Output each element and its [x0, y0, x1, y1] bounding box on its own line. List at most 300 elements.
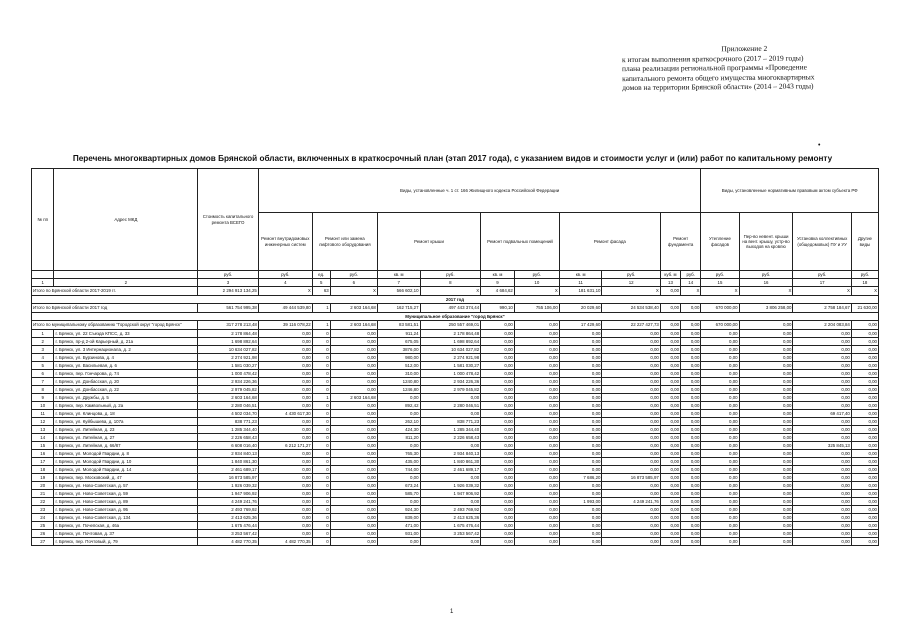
table-cell: 0,00 [559, 458, 602, 466]
table-cell: 1 675 476,44 [420, 522, 481, 530]
table-cell: 0,00 [330, 362, 377, 370]
table-row [32, 530, 879, 538]
table-cell: 0,00 [851, 386, 878, 394]
table-cell: г. Брянск, ул. Молодой Гвардии, д. 8 [54, 450, 198, 458]
table-cell: 0,00 [514, 386, 559, 394]
table-cell: 27 [32, 538, 54, 546]
unit-cell: руб. [420, 271, 481, 279]
header-warming: Утепление фасадов [701, 213, 739, 271]
table-cell: 0,00 [514, 338, 559, 346]
table-cell: 0,00 [681, 346, 701, 354]
table-cell: 2 603 164,68 [330, 321, 377, 330]
table-row [32, 386, 879, 394]
table-cell: 0,00 [851, 370, 878, 378]
table-cell: 0,00 [514, 514, 559, 522]
table-cell: 39 116 078,22 [258, 321, 312, 330]
table-cell: г. Брянск, ул. Куйбышева, д. 107а [54, 418, 198, 426]
table-cell: г. Брянск, ул. Ново-Советская, д. 59 [54, 490, 198, 498]
table-cell: 931,00 [377, 530, 420, 538]
table-cell: 2 934 226,36 [198, 378, 259, 386]
table-cell: 765,30 [377, 450, 420, 458]
table-cell: 0,00 [330, 530, 377, 538]
table-cell: 310,00 [377, 370, 420, 378]
table-cell: 0,00 [851, 442, 878, 450]
table-cell: г. Брянск, ул. Донбасская, д. 22 [54, 386, 198, 394]
appendix-line: домов на территории Брянской области» (2014 – 2043 годы) [622, 81, 814, 93]
table-cell: 0,00 [701, 434, 739, 442]
table-cell: 0,00 [739, 321, 793, 330]
table-cell: 5 [32, 362, 54, 370]
table-cell: 0,00 [851, 410, 878, 418]
table-cell: X [851, 287, 878, 296]
table-cell: 0,00 [681, 538, 701, 546]
table-cell: 0,00 [701, 474, 739, 482]
section-row-municipality [32, 313, 879, 321]
table-cell: 0,00 [681, 378, 701, 386]
header-roof: Ремонт крыши [377, 213, 480, 271]
table-cell: 0,00 [514, 450, 559, 458]
unit-cell: руб. [330, 271, 377, 279]
table-cell: 0,00 [602, 410, 660, 418]
table-cell: 0,00 [701, 354, 739, 362]
table-cell: 0,00 [258, 418, 312, 426]
table-cell: 0,00 [481, 474, 515, 482]
table-cell: 0,00 [559, 362, 602, 370]
table-cell: 0,00 [330, 370, 377, 378]
table-cell: 1 581 030,27 [420, 362, 481, 370]
table-cell: 0,00 [258, 394, 312, 402]
header-lift: Ремонт или замена лифтового оборудования [312, 213, 377, 271]
table-cell: 1240,80 [377, 378, 420, 386]
table-cell: 0,00 [660, 304, 680, 313]
table-cell: 4 684,62 [481, 287, 515, 296]
table-cell: 0 [312, 378, 330, 386]
table-cell: 566 602,10 [377, 287, 420, 296]
table-cell: 0,00 [514, 410, 559, 418]
table-cell: 0,00 [739, 386, 793, 394]
table-cell: 23 [32, 506, 54, 514]
table-row [32, 418, 879, 426]
table-cell: 0,00 [793, 530, 851, 538]
table-cell: г. Брянск, ул. Ново-Советская, д. 89 [54, 498, 198, 506]
table-row [32, 370, 879, 378]
table-cell: 675,05 [377, 338, 420, 346]
table-cell: г. Брянск, ул. Молодой Гвардии, д. 10 [54, 458, 198, 466]
table-cell: 0,00 [377, 474, 420, 482]
table-cell: 0,00 [258, 466, 312, 474]
table-cell: 0,00 [514, 354, 559, 362]
table-cell: 0 [312, 522, 330, 530]
table-cell: 0,00 [701, 450, 739, 458]
table-cell: 0,00 [793, 346, 851, 354]
header-cost: Стоимость капитального ремонта ВСЕГО [198, 169, 259, 271]
table-cell: 2 274 921,98 [198, 354, 259, 362]
table-cell: г. Брянск, ул. Ново-Советская, д. 57 [54, 482, 198, 490]
table-cell: 2 178 864,48 [420, 330, 481, 338]
table-cell: 0,00 [514, 321, 559, 330]
table-cell: 0,00 [681, 370, 701, 378]
table-cell: 2 226 658,43 [420, 434, 481, 442]
table-cell: г. Брянск, пер. Почтовый, д. 79 [54, 538, 198, 546]
table-cell: 0,00 [660, 442, 680, 450]
table-cell: г. Брянск, ул. 22 Съезда КПСС, д. 33 [54, 330, 198, 338]
table-cell: 0,00 [481, 354, 515, 362]
table-cell: 1 [312, 304, 330, 313]
table-cell: 0,00 [330, 522, 377, 530]
table-cell: 0,00 [602, 522, 660, 530]
table-cell: 673,24 [377, 482, 420, 490]
table-cell: 0 [312, 498, 330, 506]
table-cell: 0,00 [420, 442, 481, 450]
table-cell: 0,00 [377, 442, 420, 450]
table-cell: 0,00 [258, 402, 312, 410]
table-cell: 0,00 [701, 538, 739, 546]
table-cell: 0,00 [258, 482, 312, 490]
table-cell: 0,00 [660, 498, 680, 506]
table-cell: X [420, 287, 481, 296]
table-cell: 0,00 [701, 330, 739, 338]
table-cell: 0,00 [681, 506, 701, 514]
table-cell: 0,00 [701, 442, 739, 450]
table-cell: 0,00 [481, 378, 515, 386]
table-cell: 0,00 [514, 498, 559, 506]
table-row [32, 450, 879, 458]
table-row [32, 346, 879, 354]
table-cell: 0,00 [559, 434, 602, 442]
table-cell: г. Брянск, ул. Литейная, д. 23 [54, 426, 198, 434]
table-cell: 1 285 344,40 [420, 426, 481, 434]
table-cell: 892,42 [377, 402, 420, 410]
table-cell: 0,00 [793, 474, 851, 482]
unit-cell: кв. м [377, 271, 420, 279]
table-cell: 0,00 [481, 418, 515, 426]
table-cell: 0 [312, 402, 330, 410]
table-cell: 0,00 [739, 506, 793, 514]
table-cell: 838 771,23 [198, 418, 259, 426]
table-cell: 0,00 [701, 378, 739, 386]
table-cell: 6 608 016,40 [198, 442, 259, 450]
table-cell: 0,00 [660, 426, 680, 434]
table-cell: 2 603 164,68 [198, 394, 259, 402]
table-cell: 4 482 770,35 [198, 538, 259, 546]
table-cell: г. Брянск, ул. Бурзинова, д. 4 [54, 354, 198, 362]
table-cell: 0,00 [481, 442, 515, 450]
table-cell: 0,00 [739, 530, 793, 538]
table-cell: 0,00 [701, 506, 739, 514]
table-cell: 2 [32, 338, 54, 346]
table-cell: 0,00 [481, 434, 515, 442]
table-cell: 0,00 [258, 386, 312, 394]
table-cell: г. Брянск, ул. Донбасская, д. 20 [54, 378, 198, 386]
table-cell: 0,00 [793, 418, 851, 426]
table-cell: 0,00 [681, 482, 701, 490]
table-cell: 0,00 [602, 370, 660, 378]
table-cell: 7 [32, 378, 54, 386]
table-cell: 755 106,00 [514, 304, 559, 313]
table-cell: 0,00 [481, 346, 515, 354]
table-cell: 6 [32, 370, 54, 378]
unit-cell: руб. [514, 271, 559, 279]
table-cell: 0,00 [514, 402, 559, 410]
table-cell: 0,00 [559, 506, 602, 514]
table-cell: 0,00 [660, 514, 680, 522]
table-cell: 0,00 [739, 522, 793, 530]
table-cell: 0,00 [514, 490, 559, 498]
table-cell: г. Брянск, ул. Ново-Советская, д. 95 [54, 506, 198, 514]
table-cell: 1 000 478,42 [198, 370, 259, 378]
table-cell: 7 686,20 [559, 474, 602, 482]
table-cell: 0,00 [602, 386, 660, 394]
table-cell: 14 [32, 434, 54, 442]
table-cell: 0,00 [851, 434, 878, 442]
table-cell: 0,00 [681, 530, 701, 538]
table-cell: 0,00 [660, 370, 680, 378]
table-cell: 0,00 [851, 530, 878, 538]
unit-cell: руб. [681, 271, 701, 279]
table-cell: 0,00 [851, 466, 878, 474]
table-cell: 0,00 [739, 514, 793, 522]
table-cell: 0 [312, 354, 330, 362]
header-address: Адрес МКД [54, 169, 198, 271]
table-cell: 0,00 [681, 394, 701, 402]
table-cell: 0,00 [481, 394, 515, 402]
table-cell: 0,00 [851, 394, 878, 402]
table-cell: 0,00 [559, 450, 602, 458]
table-cell: 0,00 [681, 498, 701, 506]
table-cell: 0,00 [514, 538, 559, 546]
table-cell: 0,00 [660, 287, 680, 296]
table-cell: 22 [32, 498, 54, 506]
table-cell: 0,00 [660, 450, 680, 458]
table-cell: 0,00 [559, 354, 602, 362]
table-cell: 0,00 [330, 498, 377, 506]
table-cell: 0,00 [739, 458, 793, 466]
table-cell: X [258, 287, 312, 296]
table-cell: 0 [312, 466, 330, 474]
repair-table [31, 168, 879, 546]
table-cell: 2 758 184,67 [793, 304, 851, 313]
table-cell: 0,00 [739, 370, 793, 378]
table-cell: 0,00 [602, 490, 660, 498]
table-cell: 0,00 [559, 514, 602, 522]
table-cell: 0,00 [681, 426, 701, 434]
table-cell: 2 461 689,17 [420, 466, 481, 474]
table-cell: 0,00 [602, 378, 660, 386]
table-cell: 0,00 [681, 410, 701, 418]
document-title: Перечень многоквартирных домов Брянской области, включенных в краткосрочный план (этап 2017 года), с указанием видов и стоимости услуг и (или) работ по капитальному ремонту [72, 154, 833, 163]
table-cell: 0,00 [851, 362, 878, 370]
table-cell: 0,00 [330, 474, 377, 482]
table-cell: 0,00 [602, 482, 660, 490]
header-basement: Ремонт подвальных помещений [481, 213, 560, 271]
table-cell: 0,00 [681, 402, 701, 410]
table-cell: 2 979 045,82 [420, 386, 481, 394]
table-cell: 0,00 [602, 418, 660, 426]
table-cell: г. Брянск, ул. Литейная, д. 66/87 [54, 442, 198, 450]
table-cell: 0,00 [602, 434, 660, 442]
table-cell: 0,00 [851, 354, 878, 362]
table-cell: 0,00 [681, 514, 701, 522]
table-cell: 0,00 [793, 466, 851, 474]
table-cell: 2 413 625,36 [198, 514, 259, 522]
table-cell: 0,00 [681, 330, 701, 338]
table-row [32, 482, 879, 490]
table-cell: 0,00 [258, 458, 312, 466]
table-cell: 4 249 241,76 [602, 498, 660, 506]
table-cell: г. Брянск, пер. Московский, д. 47 [54, 474, 198, 482]
table-cell: 0,00 [330, 402, 377, 410]
table-cell: 1 675 476,44 [198, 522, 259, 530]
table-cell: 0,00 [793, 450, 851, 458]
table-cell: 0,00 [851, 458, 878, 466]
table-cell: 0,00 [330, 506, 377, 514]
table-row [32, 394, 879, 402]
table-cell: 0,00 [514, 426, 559, 434]
appendix-line: к итогам выполнения краткосрочного (2017 – 2019 годы) [621, 52, 804, 64]
table-cell: 0,00 [739, 538, 793, 546]
table-cell: 0 [312, 490, 330, 498]
table-cell: 670 000,00 [701, 304, 739, 313]
table-cell: 0,00 [330, 434, 377, 442]
table-cell: 0,00 [681, 474, 701, 482]
table-cell: 0,00 [660, 330, 680, 338]
table-cell: 0,00 [559, 394, 602, 402]
table-cell: 0,00 [793, 490, 851, 498]
table-cell: 0,00 [514, 458, 559, 466]
table-cell: 0,00 [701, 370, 739, 378]
table-cell: 0,00 [258, 330, 312, 338]
table-cell: 20 029,60 [559, 304, 602, 313]
table-cell: 0,00 [481, 362, 515, 370]
table-cell: 0,00 [851, 378, 878, 386]
table-cell: X [681, 287, 701, 296]
table-cell: 0,00 [793, 378, 851, 386]
table-cell: 1 993,00 [559, 498, 602, 506]
table-cell: 317 278 213,48 [198, 321, 259, 330]
table-cell: 0,00 [793, 394, 851, 402]
table-cell: 0,00 [559, 346, 602, 354]
table-cell: 0,00 [481, 450, 515, 458]
table-cell: 2 280 046,51 [420, 402, 481, 410]
table-cell: 2 274 921,98 [420, 354, 481, 362]
header-num: № пп [32, 169, 54, 271]
table-cell: 3 253 567,42 [198, 530, 259, 538]
header-meters: Установка коллективных (общедомовых) ПУ и УУ [793, 213, 851, 271]
table-cell: 181 631,10 [559, 287, 602, 296]
table-row [32, 426, 879, 434]
table-cell: 0,00 [739, 482, 793, 490]
table-row [32, 330, 879, 338]
header-facade: Ремонт фасада [559, 213, 660, 271]
table-cell: 0,00 [559, 490, 602, 498]
header-foundation: Ремонт фундамента [660, 213, 701, 271]
table-cell: 585,70 [377, 490, 420, 498]
table-cell: 0,00 [559, 426, 602, 434]
table-cell: Итого по Брянской области 2017 год [32, 304, 198, 313]
table-cell: X [739, 287, 793, 296]
table-cell: 1 840 861,30 [198, 458, 259, 466]
table-cell: 1 698 892,64 [198, 338, 259, 346]
table-cell: г. Брянск, ул. Почтовая, д. 37 [54, 530, 198, 538]
page-number: 1 [450, 609, 454, 615]
table-cell: 1 000 478,42 [420, 370, 481, 378]
table-cell: г. Брянск, пер. Камвольный, д. 2а [54, 402, 198, 410]
table-cell: 2 934 226,36 [420, 378, 481, 386]
table-cell: 0,00 [481, 410, 515, 418]
table-cell: X [701, 287, 739, 296]
table-cell: 0 [312, 386, 330, 394]
table-cell: 0,00 [559, 418, 602, 426]
table-cell: 3 [32, 346, 54, 354]
table-cell: 0,00 [701, 386, 739, 394]
table-cell: 0,00 [330, 338, 377, 346]
table-cell: 0,00 [739, 466, 793, 474]
table-cell: 0,00 [258, 474, 312, 482]
table-cell: 0,00 [514, 442, 559, 450]
table-cell: 0 [312, 330, 330, 338]
table-cell: 1 [312, 394, 330, 402]
table-cell: 0,00 [739, 490, 793, 498]
unit-cell: кв. м [559, 271, 602, 279]
table-cell: 670 000,00 [701, 321, 739, 330]
table-cell: 0 [312, 442, 330, 450]
table-cell: 6 212 171,27 [258, 442, 312, 450]
table-cell: 0,00 [739, 426, 793, 434]
header-other: Другие виды [851, 213, 878, 271]
table-cell: 0,00 [851, 474, 878, 482]
table-cell: 0,00 [681, 321, 701, 330]
table-cell: 1 698 892,64 [420, 338, 481, 346]
table-cell: 12 [32, 418, 54, 426]
table-cell: 0,00 [660, 354, 680, 362]
table-cell: 0,00 [793, 506, 851, 514]
table-cell: 0,00 [514, 530, 559, 538]
table-cell: 2 603 164,68 [330, 394, 377, 402]
table-cell: г. Брянск, пр-д 2-ой Карьерный, д. 21а [54, 338, 198, 346]
total-row-2017 [32, 304, 879, 313]
table-cell: 0,00 [793, 434, 851, 442]
table-cell: 0,00 [420, 498, 481, 506]
table-cell: 0,00 [258, 346, 312, 354]
table-cell: 0,00 [420, 538, 481, 546]
table-cell: 0,00 [681, 386, 701, 394]
table-cell: 0,00 [739, 434, 793, 442]
table-cell: 0,00 [793, 514, 851, 522]
section-row-year [32, 296, 879, 304]
table-cell: 0,00 [851, 514, 878, 522]
table-cell: г. Брянск, ул. Молодой Гвардии, д. 14 [54, 466, 198, 474]
table-cell: 0,00 [660, 362, 680, 370]
table-cell: 0,00 [481, 466, 515, 474]
table-cell: 0,00 [851, 450, 878, 458]
table-cell: 0 [312, 474, 330, 482]
table-cell: 0,00 [660, 410, 680, 418]
table-cell: 0,00 [481, 338, 515, 346]
table-cell: 435,00 [377, 458, 420, 466]
table-row [32, 522, 879, 530]
table-cell: 0 [312, 482, 330, 490]
table-row [32, 354, 879, 362]
table-cell: 0,00 [258, 370, 312, 378]
table-cell: 0,00 [660, 418, 680, 426]
table-cell: 0,00 [559, 466, 602, 474]
table-cell: 2 603 164,68 [330, 304, 377, 313]
table-cell: 0,00 [660, 490, 680, 498]
table-cell: 0,00 [330, 354, 377, 362]
unit-cell: руб. [602, 271, 660, 279]
table-cell: 17 429,60 [559, 321, 602, 330]
table-cell: 0,00 [481, 386, 515, 394]
